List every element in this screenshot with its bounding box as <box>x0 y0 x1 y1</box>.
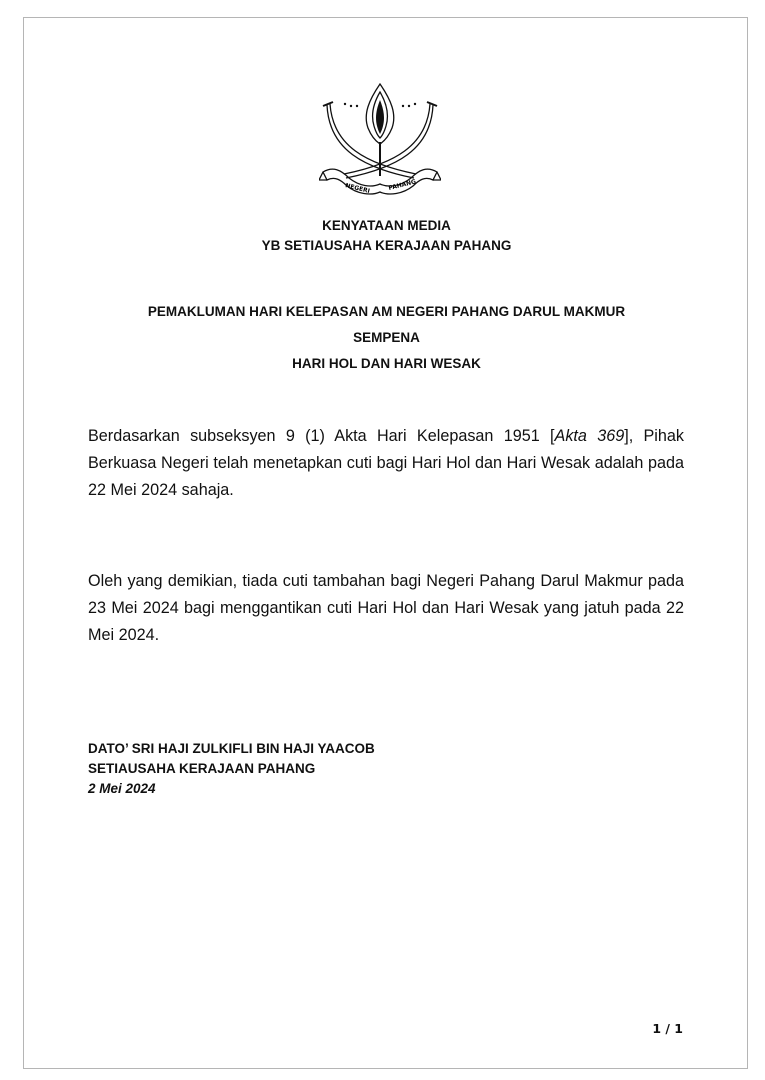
paragraph-1-act-reference: Akta 369 <box>554 427 625 445</box>
title-line-1: PEMAKLUMAN HARI KELEPASAN AM NEGERI PAHANG DARUL MAKMUR <box>147 304 626 319</box>
paragraph-2: Oleh yang demikian, tiada cuti tambahan bagi Negeri Pahang Darul Makmur pada 23 Mei 2024 bagi menggantikan cuti Hari Hol dan Hari Wesak yang jatuh pada 22 Mei 2024. <box>88 572 684 644</box>
signature-block <box>88 739 375 799</box>
document-page <box>23 17 748 1069</box>
crest-ribbon-right-text: PAHANG <box>387 178 417 192</box>
announcement-title <box>24 299 749 377</box>
paragraph-1-pre: Berdasarkan subseksyen 9 (1) Akta Hari Kelepasan 1951 [ <box>88 427 555 445</box>
media-heading-line-2: YB SETIAUSAHA KERAJAAN PAHANG <box>261 238 512 253</box>
media-statement-heading <box>24 216 749 256</box>
page-number: 1 / 1 <box>652 1021 683 1036</box>
signatory-name: DATO’ SRI HAJI ZULKIFLI BIN HAJI YAACOB <box>88 741 375 756</box>
title-line-2: SEMPENA <box>353 330 420 345</box>
signatory-position: SETIAUSAHA KERAJAAN PAHANG <box>88 761 316 776</box>
statement-date: 2 Mei 2024 <box>88 781 156 796</box>
paragraph-1-post: ], Pihak Berkuasa Negeri telah menetapkan cuti bagi Hari Hol dan Hari Wesak adalah pada 22 Mei 2024 sahaja. <box>88 427 684 499</box>
title-line-3: HARI HOL DAN HARI WESAK <box>292 356 481 371</box>
paragraph-1 <box>88 423 684 504</box>
media-heading-line-1: KENYATAAN MEDIA <box>322 218 451 233</box>
crest-ribbon-left-text: NEGERI <box>344 182 371 195</box>
pahang-state-crest-icon <box>319 80 441 198</box>
